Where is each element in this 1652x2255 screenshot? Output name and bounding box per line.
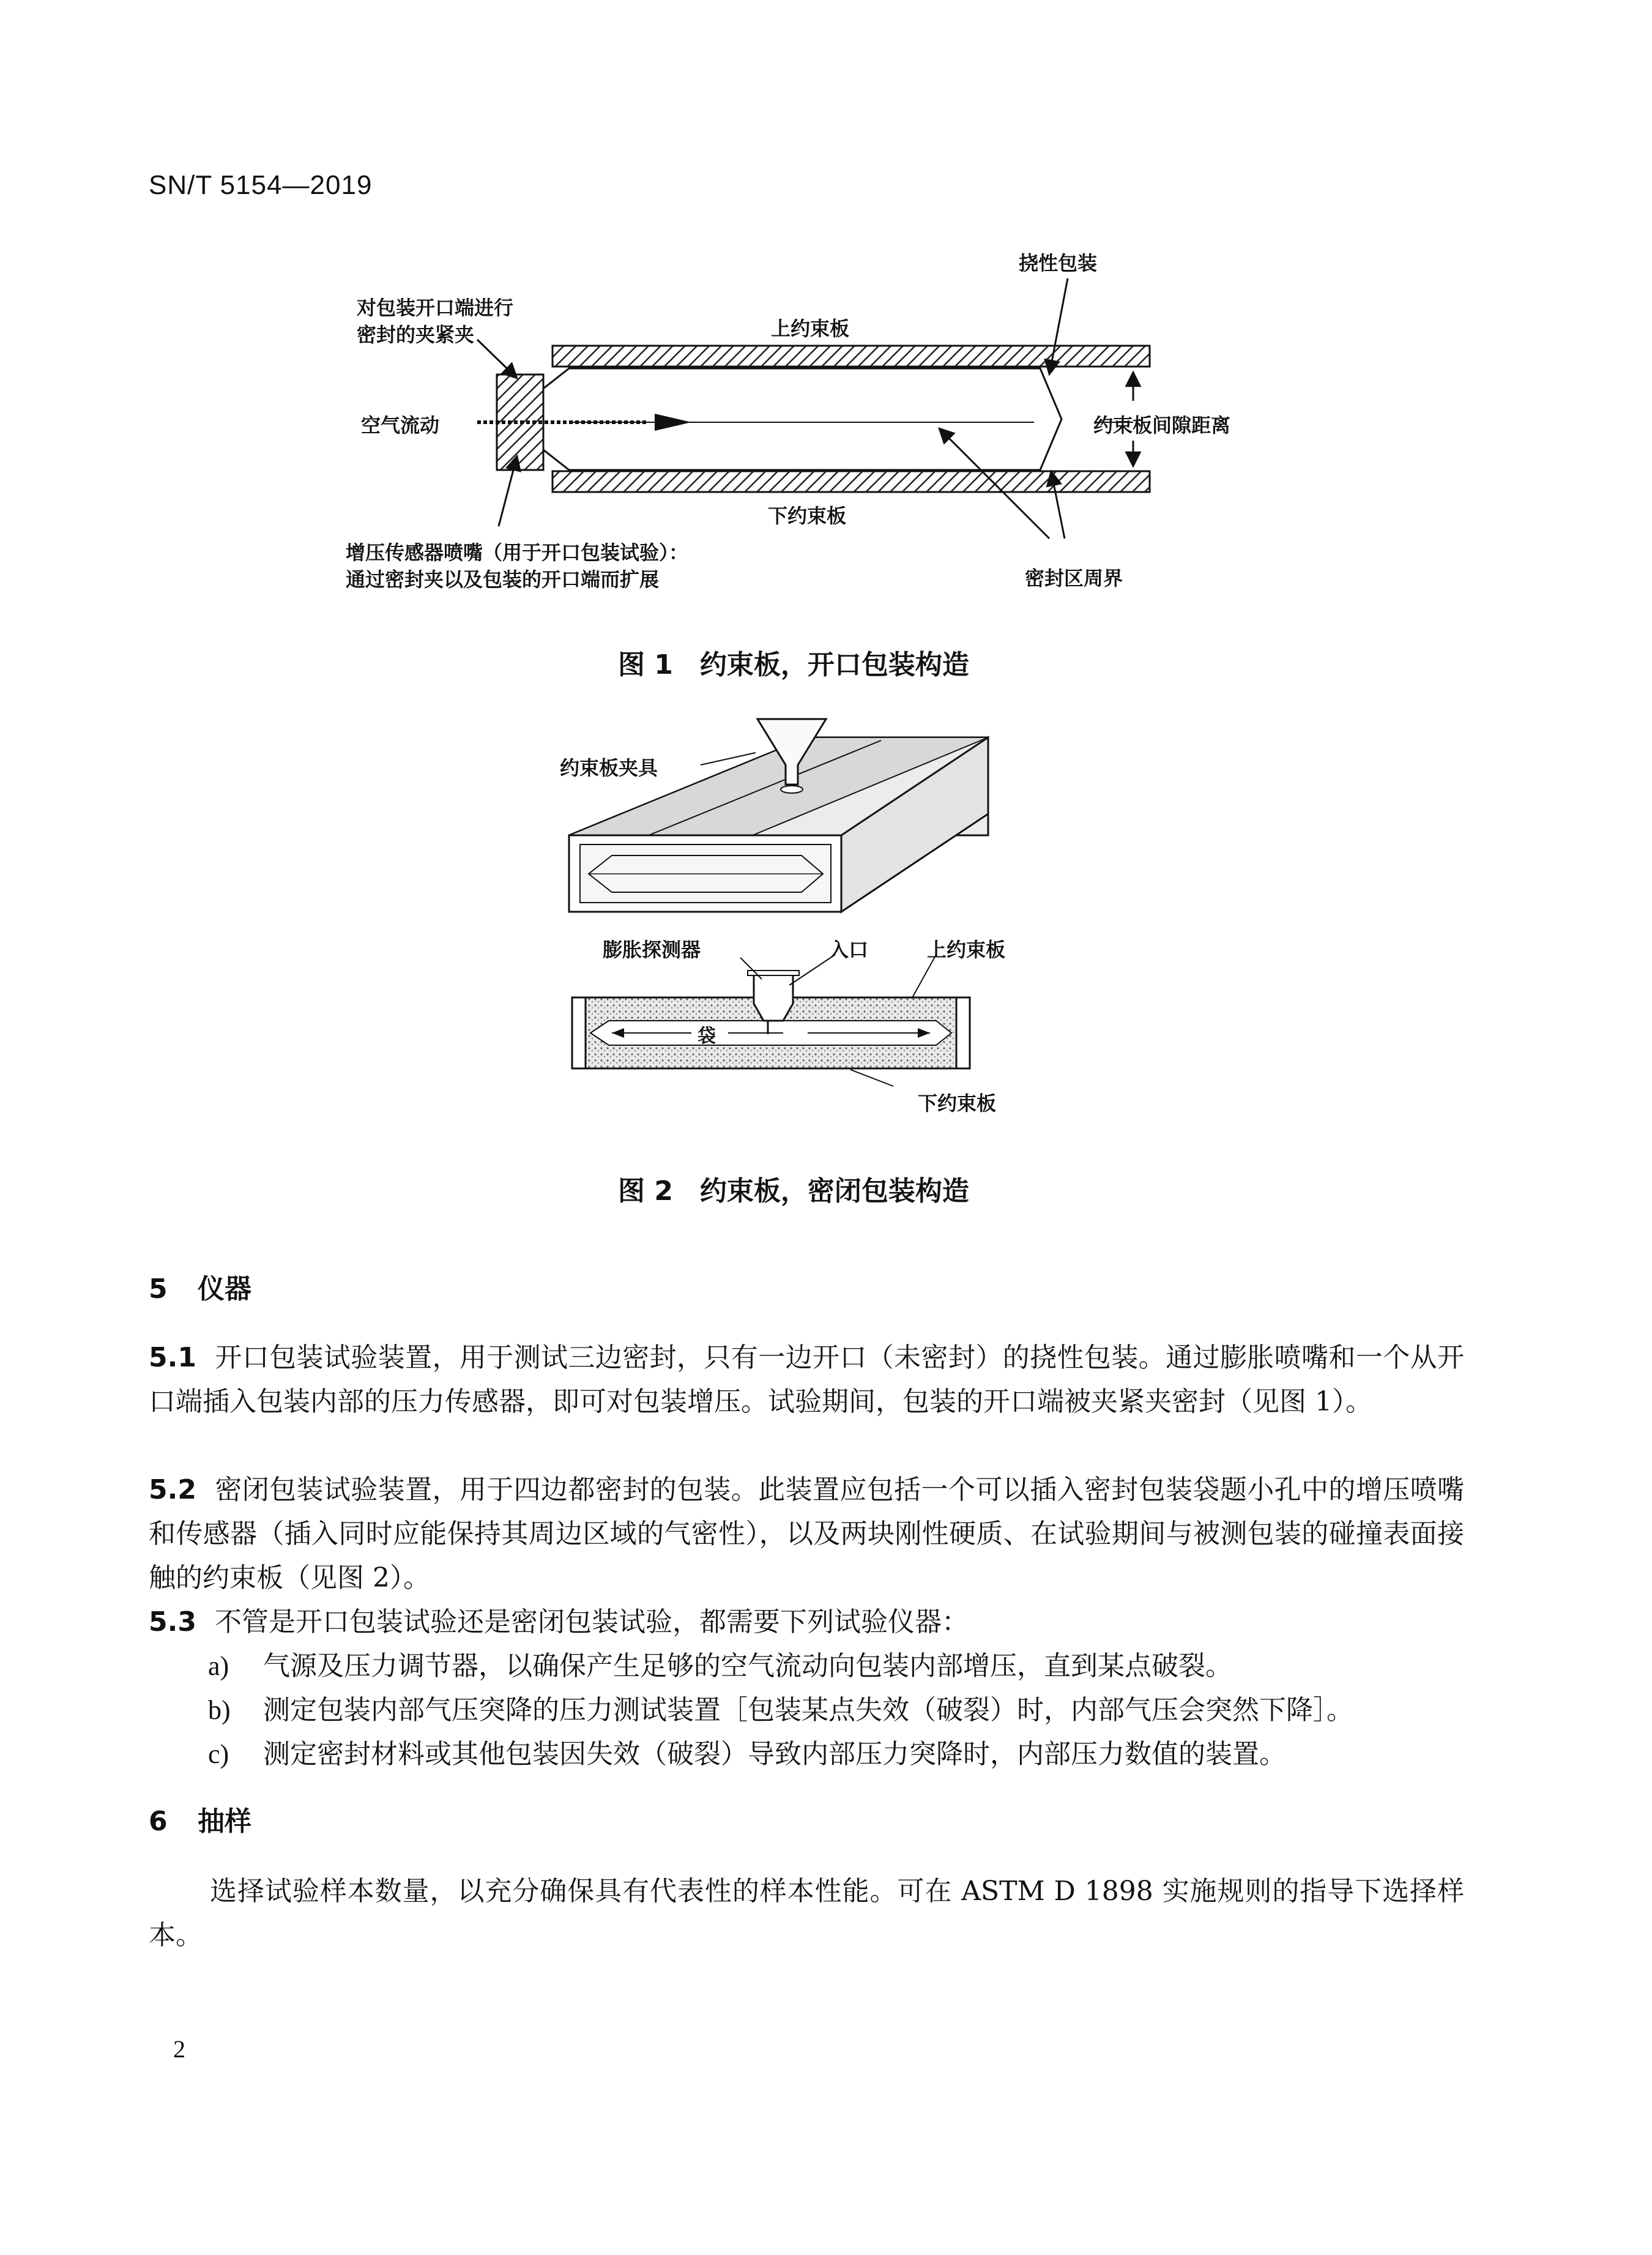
list-item-a-text: 气源及压力调节器，以确保产生足够的空气流动向包装内部增压，直到某点破裂。 xyxy=(263,1650,1232,1682)
figure-2-caption: 图 2 约束板，密闭包装构造 xyxy=(618,1176,969,1207)
list-item-c xyxy=(208,1732,1286,1776)
fig2-bag-label: 袋 xyxy=(698,1026,716,1047)
fig1-nozzle-label-line1: 增压传感器喷嘴（用于开口包装试验）： xyxy=(346,541,689,564)
list-item-a-marker: a) xyxy=(208,1651,229,1681)
section-5-number: 5 xyxy=(149,1273,168,1305)
paragraph-6 xyxy=(149,1869,1464,1958)
fig2-inlet-label: 入口 xyxy=(829,938,869,961)
page-number: 2 xyxy=(173,2035,185,2063)
fig2-upper-plate-label: 上约束板 xyxy=(927,938,1006,961)
fig2-lower-plate-label: 下约束板 xyxy=(918,1092,997,1115)
paragraph-5-2 xyxy=(149,1468,1464,1600)
list-item-c-marker: c) xyxy=(208,1739,229,1769)
paragraph-5-1 xyxy=(149,1336,1464,1424)
fig1-air-flow-label: 空气流动 xyxy=(361,414,440,437)
paragraph-5-3 xyxy=(149,1600,1464,1644)
fig1-nozzle-label-line2: 通过密封夹以及包装的开口端而扩展 xyxy=(346,568,660,591)
list-item-b-marker: b) xyxy=(208,1695,231,1725)
section-6-number: 6 xyxy=(149,1806,168,1837)
fig1-clamp-label-line2: 密封的夹紧夹 xyxy=(357,323,475,346)
figure-1-caption: 图 1 约束板，开口包装构造 xyxy=(618,649,969,680)
paragraph-5-3-number: 5.3 xyxy=(149,1606,196,1638)
list-item-b xyxy=(208,1688,1353,1732)
section-6-title: 抽样 xyxy=(198,1806,251,1837)
section-5-heading xyxy=(149,1267,251,1306)
fig1-gap-distance-label: 约束板间隙距离 xyxy=(1093,414,1231,437)
standard-number: SN/T 5154—2019 xyxy=(149,170,373,200)
section-6-heading xyxy=(149,1799,251,1838)
section-5-title: 仪器 xyxy=(198,1273,251,1305)
fig1-upper-plate-label: 上约束板 xyxy=(771,317,850,340)
list-item-c-text: 测定密封材料或其他包装因失效（破裂）导致内部压力突降时，内部压力数值的装置。 xyxy=(263,1739,1286,1770)
list-item-a xyxy=(208,1644,1232,1688)
fig2-fixture-label: 约束板夹具 xyxy=(560,756,658,780)
paragraph-5-1-text: 开口包装试验装置，用于测试三边密封，只有一边开口（未密封）的挠性包装。通过膨胀喷嘴和一个从开口端插入包装内部的压力传感器，即可对包装增压。试验期间，包装的开口端被夹紧夹密封（见图 1）。 xyxy=(149,1342,1464,1417)
paragraph-5-3-text: 不管是开口包装试验还是密闭包装试验，都需要下列试验仪器： xyxy=(214,1606,969,1638)
fig1-clamp-label-line1: 对包装开口端进行 xyxy=(357,296,514,319)
paragraph-6-text: 选择试验样本数量，以充分确保具有代表性的样本性能。可在 ASTM D 1898 实施规则的指导下选择样本。 xyxy=(149,1876,1464,1951)
fig2-detector-label: 膨胀探测器 xyxy=(603,938,701,961)
paragraph-5-2-number: 5.2 xyxy=(149,1474,196,1505)
fig1-flexible-package-label: 挠性包装 xyxy=(1019,252,1098,275)
fig1-lower-plate-label: 下约束板 xyxy=(768,504,847,527)
list-item-b-text: 测定包装内部气压突降的压力测试装置［包装某点失效（破裂）时，内部气压会突然下降］。 xyxy=(263,1694,1353,1726)
fig1-seal-boundary-label: 密封区周界 xyxy=(1025,567,1123,590)
paragraph-5-1-number: 5.1 xyxy=(149,1342,196,1373)
paragraph-5-2-text: 密闭包装试验装置，用于四边都密封的包装。此装置应包括一个可以插入密封包装袋题小孔中的增压喷嘴和传感器（插入同时应能保持其周边区域的气密性），以及两块刚性硬质、在试验期间与被测包装的碰撞表面接触的约束板（见图 2）。 xyxy=(149,1474,1464,1593)
